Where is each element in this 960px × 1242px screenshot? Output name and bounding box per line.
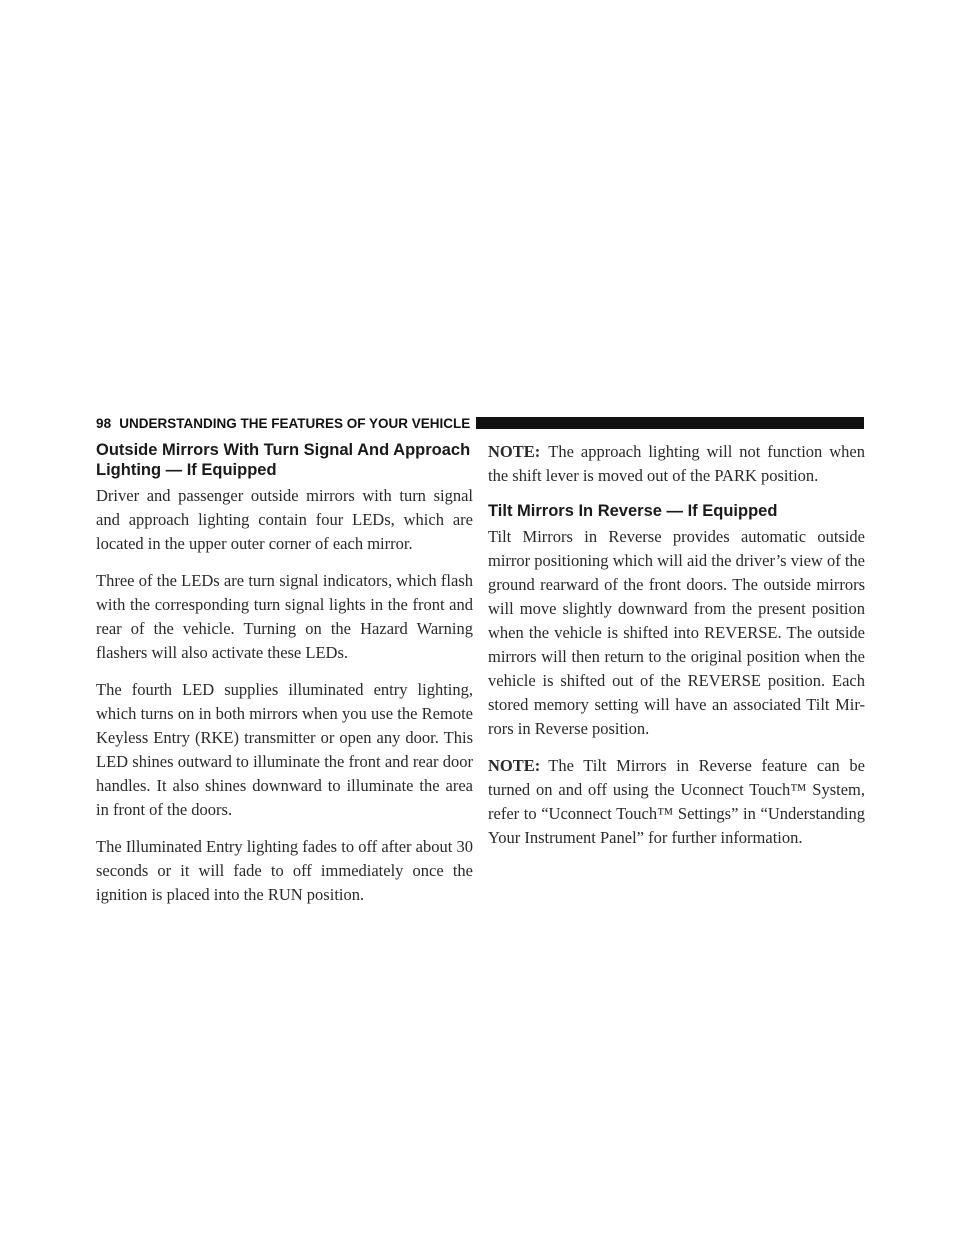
paragraph: Tilt Mirrors in Reverse provides automatic outside mirror positioning which will aid the driver’s view of the ground rearward of the front doors. The outside mirrors will move slightly downward from the present position when the vehicle is shifted into REVERSE. The outside mirrors will then return to the original position when the vehicle is shifted out of the REVERSE position. Each stored memory setting will have an associated Tilt Mir-rors in Reverse position. [488,527,865,738]
header-rule [476,417,864,429]
section-title: UNDERSTANDING THE FEATURES OF YOUR VEHICLE [119,415,471,431]
note-approach-lighting [488,440,865,488]
paragraph: The Illuminated Entry lighting fades to off after about 30 seconds or it will fade to off immediately once the ignition is placed into the RUN position. [96,837,473,904]
note-tilt-mirrors [488,754,865,850]
heading-outside-mirrors: Outside Mirrors With Turn Signal And Approach Lighting — If Equipped [96,441,471,479]
left-column [96,440,473,920]
heading-tilt-mirrors: Tilt Mirrors In Reverse — If Equipped [488,502,778,520]
page-number: 98 [96,415,112,431]
paragraph: Three of the LEDs are turn signal indicators, which flash with the corresponding turn signal lights in the front and rear of the vehicle. Turning on the Hazard Warning flashers will also activate these LEDs. [96,571,473,662]
paragraph: The fourth LED supplies illuminated entry lighting, which turns on in both mirrors when you use the Remote Keyless Entry (RKE) transmitter or open any door. This LED shines outward to illuminate the front and rear door handles. It also shines downward to illuminate the area in front of the doors. [96,680,473,819]
page-header [96,413,864,433]
note-label: NOTE: [488,442,541,461]
note-text: The Tilt Mirrors in Reverse feature can be turned on and off using the Uconnect Touch™ System, refer to “Uconnect Touch™ Settings” in “Understanding Your Instrument Panel” for further information. [488,756,865,847]
note-label: NOTE: [488,756,541,775]
note-text: The approach lighting will not function when the shift lever is moved out of the PARK position. [488,442,865,485]
paragraph: Driver and passenger outside mirrors with turn signal and approach lighting contain four LEDs, which are located in the upper outer corner of each mirror. [96,486,473,553]
right-column [488,440,865,863]
